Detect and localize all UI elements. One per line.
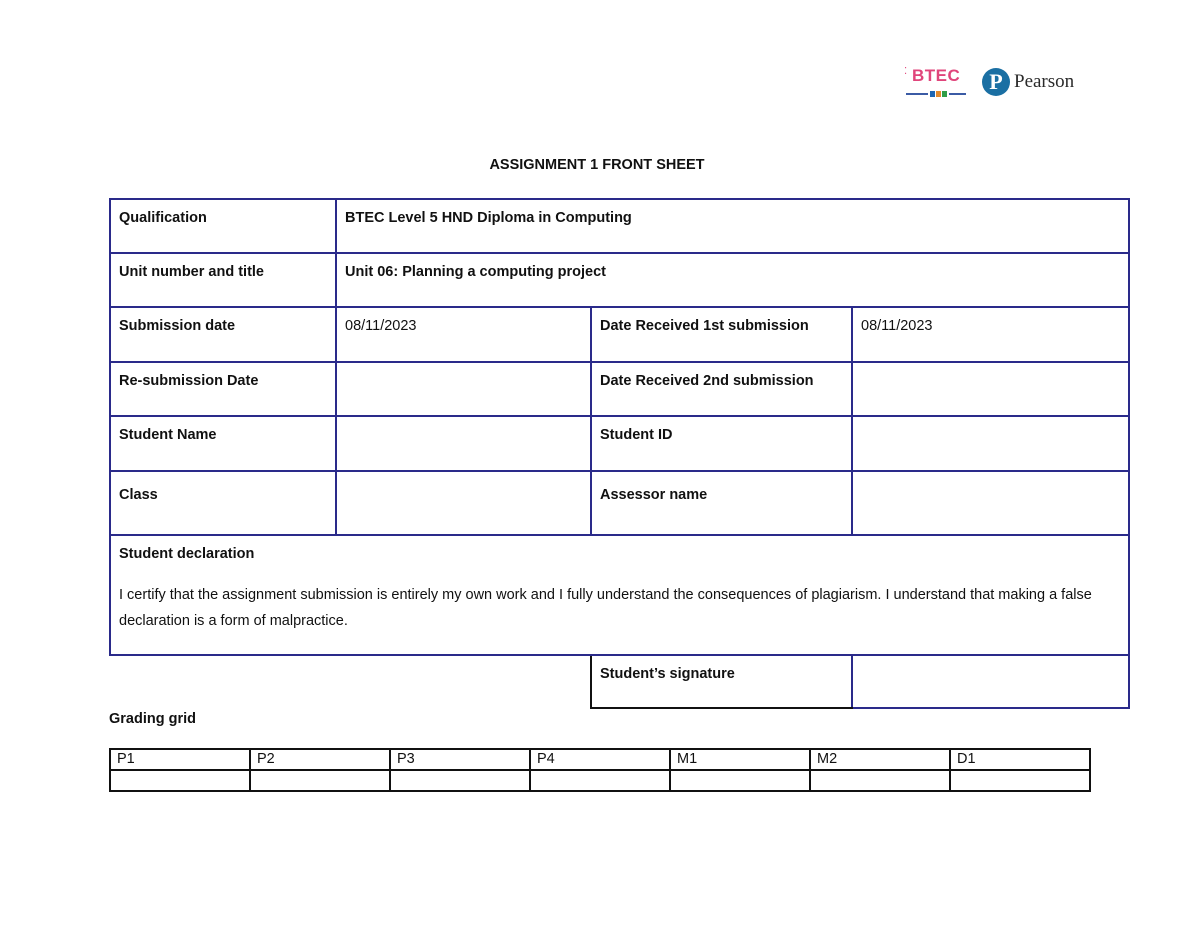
unit-value: Unit 06: Planning a computing project [336,253,1129,307]
date-received-2-label: Date Received 2nd submission [591,362,852,416]
btec-logo-text: BTEC [912,66,961,85]
assessor-name-label: Assessor name [591,471,852,535]
grading-value-row [110,770,1090,791]
grade-cell-d1[interactable] [950,770,1090,791]
student-name-label: Student Name [110,416,336,471]
table-row [110,253,1129,307]
grading-grid-table [109,748,1091,792]
front-sheet-table [109,198,1130,709]
declaration-text: I certify that the assignment submission is entirely my own work and I fully understand the consequences of plagiarism. I understand that making a false declaration is a form of malpractice. [119,587,1092,629]
table-row [110,307,1129,362]
grade-cell-p2[interactable] [250,770,390,791]
grade-header-p1: P1 [110,749,250,770]
pearson-logo [982,66,1092,100]
class-label: Class [110,471,336,535]
pearson-p-icon: P [982,68,1010,96]
date-received-1-label: Date Received 1st submission [591,307,852,362]
assessor-name-value[interactable] [852,471,1129,535]
submission-date-label: Submission date [110,307,336,362]
grading-grid-title: Grading grid [109,711,196,727]
student-name-value[interactable] [336,416,591,471]
table-row [110,535,1129,655]
student-declaration [110,535,1129,655]
grade-cell-m1[interactable] [670,770,810,791]
date-received-2-value[interactable] [852,362,1129,416]
btec-tagline-graphic [906,90,966,98]
grade-cell-p1[interactable] [110,770,250,791]
signature-value[interactable] [852,655,1129,708]
table-row [110,471,1129,535]
resubmission-date-value[interactable] [336,362,591,416]
header-logos [900,62,1090,102]
grade-cell-m2[interactable] [810,770,950,791]
table-row [110,362,1129,416]
date-received-1-value[interactable]: 08/11/2023 [852,307,1129,362]
table-row [110,416,1129,471]
qualification-value: BTEC Level 5 HND Diploma in Computing [336,199,1129,253]
signature-spacer [110,655,591,708]
grade-header-m1: M1 [670,749,810,770]
class-value[interactable] [336,471,591,535]
grade-cell-p4[interactable] [530,770,670,791]
grade-header-p3: P3 [390,749,530,770]
grade-header-p2: P2 [250,749,390,770]
table-row [110,199,1129,253]
declaration-title: Student declaration [119,546,255,562]
unit-label: Unit number and title [110,253,336,307]
grade-cell-p3[interactable] [390,770,530,791]
student-id-label: Student ID [591,416,852,471]
grade-header-m2: M2 [810,749,950,770]
btec-dots-icon: ⁚ [904,66,908,77]
btec-logo [904,66,968,98]
qualification-label: Qualification [110,199,336,253]
grade-header-d1: D1 [950,749,1090,770]
table-row [110,655,1129,708]
pearson-logo-text: Pearson [1014,71,1075,92]
grading-header-row [110,749,1090,770]
student-id-value[interactable] [852,416,1129,471]
signature-label: Student’s signature [591,655,852,708]
resubmission-date-label: Re-submission Date [110,362,336,416]
document-title: ASSIGNMENT 1 FRONT SHEET [489,157,705,173]
grade-header-p4: P4 [530,749,670,770]
submission-date-value[interactable]: 08/11/2023 [336,307,591,362]
